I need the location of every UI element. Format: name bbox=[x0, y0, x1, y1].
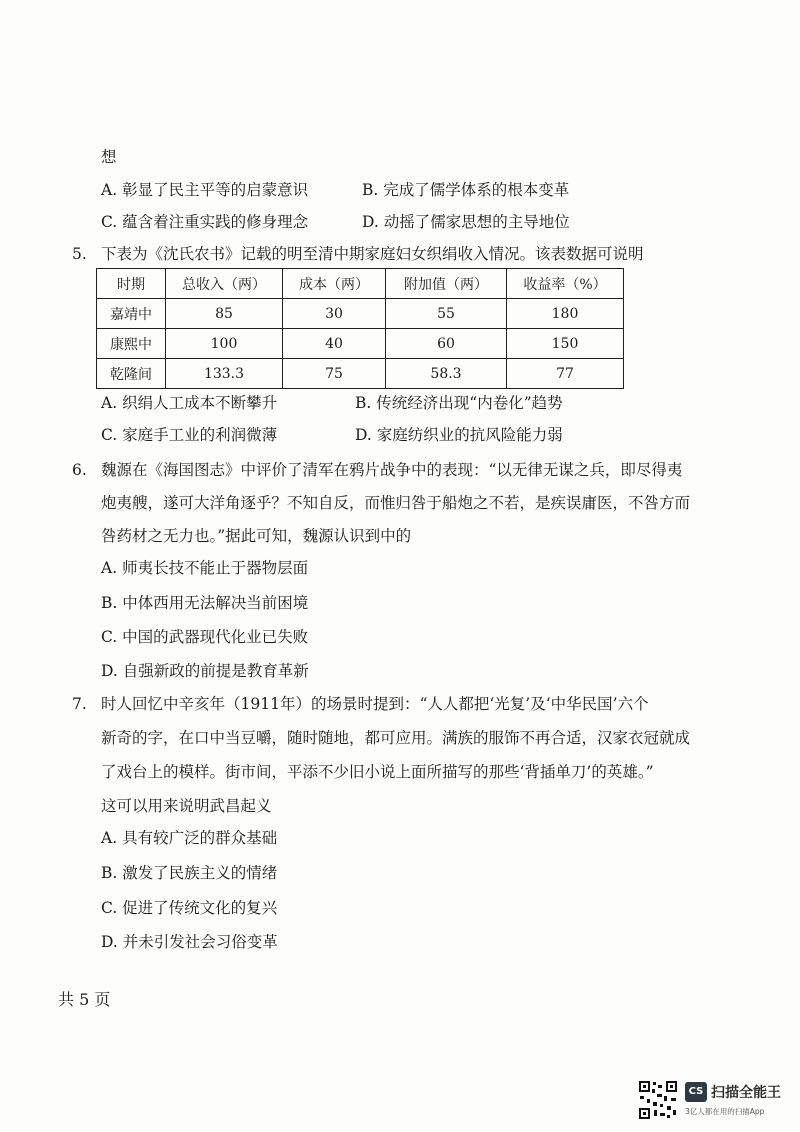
q6-stem-line: 炮夷艘，遂可大洋角逐乎？不知自反，而惟归咎于船炮之不若，是疾误庸医，不咎方而 bbox=[101, 494, 691, 512]
table-row bbox=[97, 329, 624, 359]
q4-stem-continuation: 想 bbox=[101, 148, 117, 166]
q4-option-b: B. 完成了儒学体系的根本变革 bbox=[362, 181, 570, 199]
table-cell: 55 bbox=[386, 299, 507, 329]
table-cell: 康熙中 bbox=[97, 329, 166, 359]
q6-option-a: A. 师夷长技不能止于器物层面 bbox=[101, 559, 309, 577]
q6-number: 6. bbox=[72, 461, 87, 479]
q6-stem-line: 魏源在《海国图志》中评价了清军在鸦片战争中的表现：“以无律无谋之兵，即尽得夷 bbox=[101, 461, 683, 479]
table-header: 收益率（%） bbox=[507, 269, 624, 299]
table-cell: 乾隆间 bbox=[97, 359, 166, 389]
q5-option-c: C. 家庭手工业的利润微薄 bbox=[101, 426, 278, 444]
q6-option-b: B. 中体西用无法解决当前困境 bbox=[101, 594, 309, 612]
q7-stem-line: 了戏台上的模样。街市间，平添不少旧小说上面所描写的那些‘背插单刀’的英雄。” bbox=[101, 763, 654, 781]
table-cell: 30 bbox=[283, 299, 386, 329]
q6-option-c: C. 中国的武器现代化业已失败 bbox=[101, 628, 309, 646]
table-cell: 58.3 bbox=[386, 359, 507, 389]
q4-option-c: C. 蕴含着注重实践的修身理念 bbox=[101, 213, 309, 231]
scanner-watermark bbox=[638, 1080, 788, 1122]
watermark-tagline: 3亿人都在用的扫描App bbox=[685, 1107, 765, 1116]
q6-option-d: D. 自强新政的前提是教育革新 bbox=[101, 662, 309, 680]
table-cell: 150 bbox=[507, 329, 624, 359]
table-row bbox=[97, 359, 624, 389]
table-cell: 60 bbox=[386, 329, 507, 359]
q4-option-a: A. 彰显了民主平等的启蒙意识 bbox=[101, 181, 309, 199]
camscanner-logo-icon: CS bbox=[685, 1082, 707, 1102]
q4-option-d: D. 动摇了儒家思想的主导地位 bbox=[362, 213, 570, 231]
table-header: 成本（两） bbox=[283, 269, 386, 299]
table-cell: 85 bbox=[166, 299, 283, 329]
q5-data-table bbox=[96, 268, 624, 389]
q5-option-a: A. 织绢人工成本不断攀升 bbox=[101, 394, 278, 412]
watermark-brand: 扫描全能王 bbox=[711, 1085, 781, 1101]
q7-number: 7. bbox=[72, 695, 87, 713]
q5-option-d: D. 家庭纺织业的抗风险能力弱 bbox=[355, 426, 563, 444]
q7-stem-line: 时人回忆中辛亥年（1911年）的场景时提到：“人人都把‘光复’及‘中华民国’六个 bbox=[101, 695, 649, 713]
table-cell: 40 bbox=[283, 329, 386, 359]
table-header-row bbox=[97, 269, 624, 299]
q6-stem-line: 咎药材之无力也。”据此可知，魏源认识到中的 bbox=[101, 527, 412, 545]
q7-stem-line: 这可以用来说明武昌起义 bbox=[101, 797, 272, 815]
table-row bbox=[97, 299, 624, 329]
q5-option-b: B. 传统经济出现“内卷化”趋势 bbox=[355, 394, 563, 412]
table-header: 总收入（两） bbox=[166, 269, 283, 299]
table-cell: 133.3 bbox=[166, 359, 283, 389]
q7-option-c: C. 促进了传统文化的复兴 bbox=[101, 899, 278, 917]
qr-code-icon bbox=[638, 1080, 678, 1120]
table-cell: 嘉靖中 bbox=[97, 299, 166, 329]
table-header: 附加值（两） bbox=[386, 269, 507, 299]
page-count: 共 5 页 bbox=[58, 990, 111, 1009]
q7-option-d: D. 并未引发社会习俗变革 bbox=[101, 933, 278, 951]
table-cell: 75 bbox=[283, 359, 386, 389]
table-cell: 100 bbox=[166, 329, 283, 359]
q7-stem-line: 新奇的字，在口中当豆嚼，随时随地，都可应用。满族的服饰不再合适，汉家衣冠就成 bbox=[101, 729, 691, 747]
q7-option-a: A. 具有较广泛的群众基础 bbox=[101, 829, 278, 847]
q7-option-b: B. 激发了民族主义的情绪 bbox=[101, 864, 278, 882]
table-cell: 180 bbox=[507, 299, 624, 329]
table-header: 时期 bbox=[97, 269, 166, 299]
q5-stem: 下表为《沈氏农书》记载的明至清中期家庭妇女织绢收入情况。该表数据可说明 bbox=[101, 245, 644, 263]
table-cell: 77 bbox=[507, 359, 624, 389]
q5-number: 5. bbox=[72, 245, 87, 263]
